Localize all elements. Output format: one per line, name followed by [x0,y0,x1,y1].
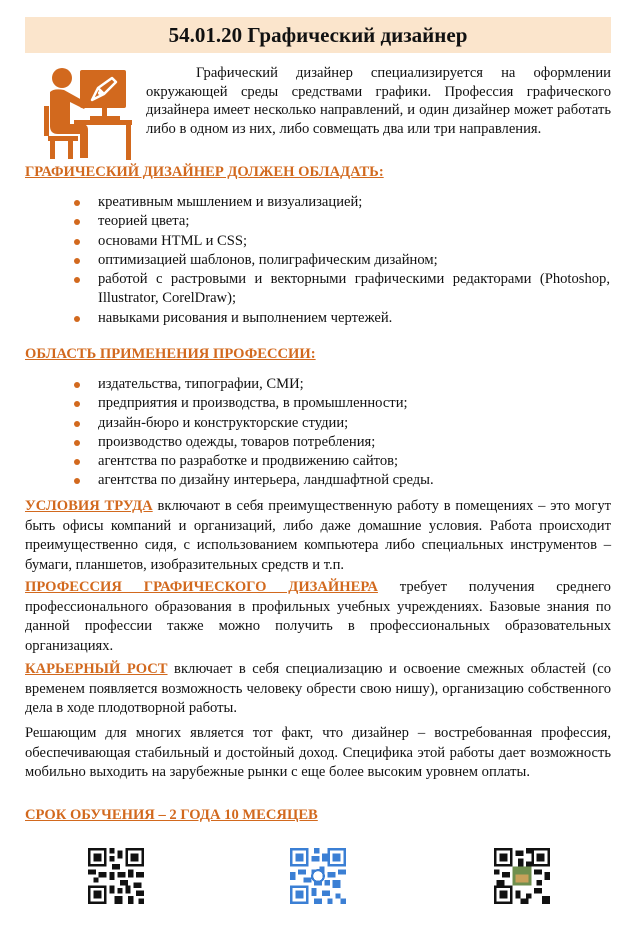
list-item: теорией цвета; [72,212,610,231]
areas-list [72,375,610,491]
list-item: оптимизацией шаблонов, полиграфическим дизайном; [72,251,610,270]
list-item: агентства по дизайну интерьера, ландшафтной среды. [72,471,610,490]
skills-list [72,193,610,328]
conclusion-paragraph: Решающим для многих является тот факт, что дизайнер – востребованная профессия, обеспечивающая стабильный и достойный доход. Специфика этой работы дает возможность мобильно выходить на зарубежные рынки с еще более высоким уровнем оплаты. [25,725,611,780]
list-item: креативным мышлением и визуализацией; [72,193,610,212]
qr-code-icon[interactable] [290,848,346,904]
intro-paragraph: Графический дизайнер специализируется на оформлении окружающей среды средствами графики. Профессия графического дизайнера имеет несколько направлений, и один дизайнер может работать либо в одном из них, либо совмещать два или три направления. [146,65,611,137]
list-item: производство одежды, товаров потребления; [72,433,610,452]
areas-heading: ОБЛАСТЬ ПРИМЕНЕНИЯ ПРОФЕССИИ: [25,346,316,362]
list-item: основами HTML и CSS; [72,232,610,251]
education-text: требует получения среднего профессионального образования в профильных учебных учреждениях. Базовые знания по данной профессии также можно получить в профессиональных образовательных организациях. [25,579,611,654]
list-item: навыками рисования и выполнением чертежей. [72,309,610,328]
list-item: агентства по разработке и продвижению сайтов; [72,452,610,471]
list-item: издательства, типографии, СМИ; [72,375,610,394]
study-duration: СРОК ОБУЧЕНИЯ – 2 ГОДА 10 МЕСЯЦЕВ [25,807,318,823]
designer-at-desk-icon [42,66,134,160]
list-item: дизайн-бюро и конструкторские студии; [72,414,610,433]
education-paragraph [25,578,611,656]
career-paragraph [25,660,611,719]
list-item: работой с растровыми и векторными графическими редакторами (Photoshop, Illustrator, CorelDraw); [72,270,610,309]
list-item: предприятия и производства, в промышленности; [72,394,610,413]
work-conditions-text: включают в себя преимущественную работу в помещениях – это могут быть офисы компаний и организаций, либо даже домашние условия. Работа происходит преимущественно сидя, с использованием компьютера либо специальных инструментов – бумаги, планшетов, изобразительных средств и т.п. [25,498,612,573]
page-title: 54.01.20 Графический дизайнер [25,17,611,53]
education-lead: ПРОФЕССИЯ ГРАФИЧЕСКОГО ДИЗАЙНЕРА [25,579,378,595]
career-lead: КАРЬЕРНЫЙ РОСТ [25,661,168,677]
work-conditions-lead: УСЛОВИЯ ТРУДА [25,498,153,514]
work-conditions-paragraph [25,497,611,575]
career-text: включает в себя специализацию и освоение смежных областей (со временем появляется возможность человеку обрести свою нишу), организацию собственного дела в ходе плодотворной работы. [25,661,611,716]
qr-code-icon[interactable] [88,848,144,904]
skills-heading: ГРАФИЧЕСКИЙ ДИЗАЙНЕР ДОЛЖЕН ОБЛАДАТЬ: [25,164,384,180]
qr-code-icon[interactable] [494,848,550,904]
